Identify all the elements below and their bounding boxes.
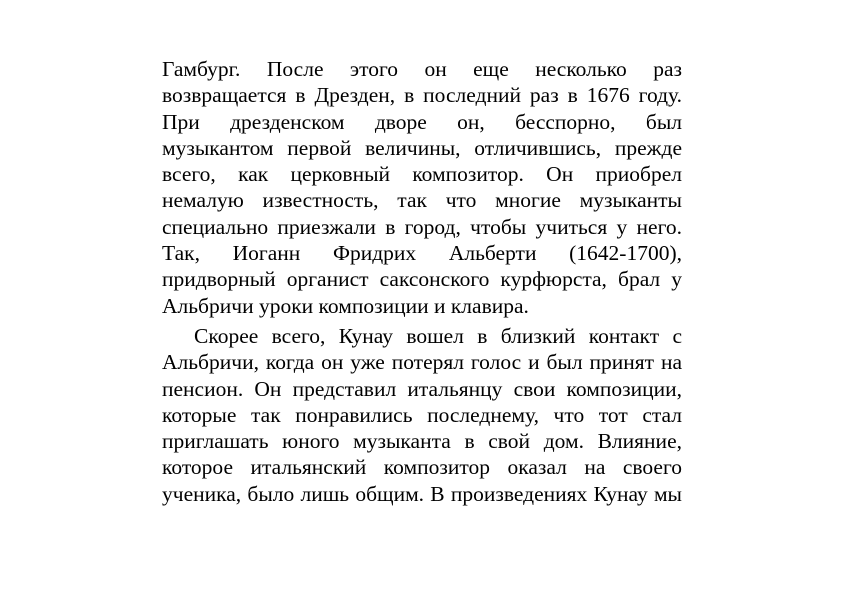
text-line: которое итальянский композитор оказал на своего [162,455,682,480]
text-line: Альбричи, когда он уже потерял голос и был принят на [162,350,682,375]
text-line: Скорее всего, Кунау вошел в близкий контакт с [194,323,682,348]
body-text [162,56,682,507]
text-line: Так, Иоганн Фридрих Альберти (1642-1700), [162,241,682,266]
text-line: Альбричи уроки композиции и клавира. [162,293,529,318]
text-line: приглашать юного музыканта в свой дом. Влияние, [162,429,682,454]
text-line: немалую известность, так что многие музыканты [162,188,682,213]
text-line: специально приезжали в город, чтобы учиться у него. [162,214,682,239]
paragraph-2 [162,323,682,507]
text-line: музыкантом первой величины, отличившись, прежде [162,135,682,160]
text-line: При дрезденском дворе он, бесспорно, был [162,109,682,134]
text-line: ученика, было лишь общим. В произведениях Кунау мы [162,481,682,506]
paragraph-1 [162,56,682,319]
text-line: всего, как церковный композитор. Он приобрел [162,162,682,187]
text-line: которые так понравились последнему, что тот стал [162,402,682,427]
text-line: пенсион. Он представил итальянцу свои композиции, [162,376,682,401]
text-line: Гамбург. После этого он еще несколько раз [162,57,682,81]
text-line: придворный органист саксонского курфюрста, брал у [162,267,682,292]
text-line: возвращается в Дрезден, в последний раз в 1676 году. [162,83,682,108]
